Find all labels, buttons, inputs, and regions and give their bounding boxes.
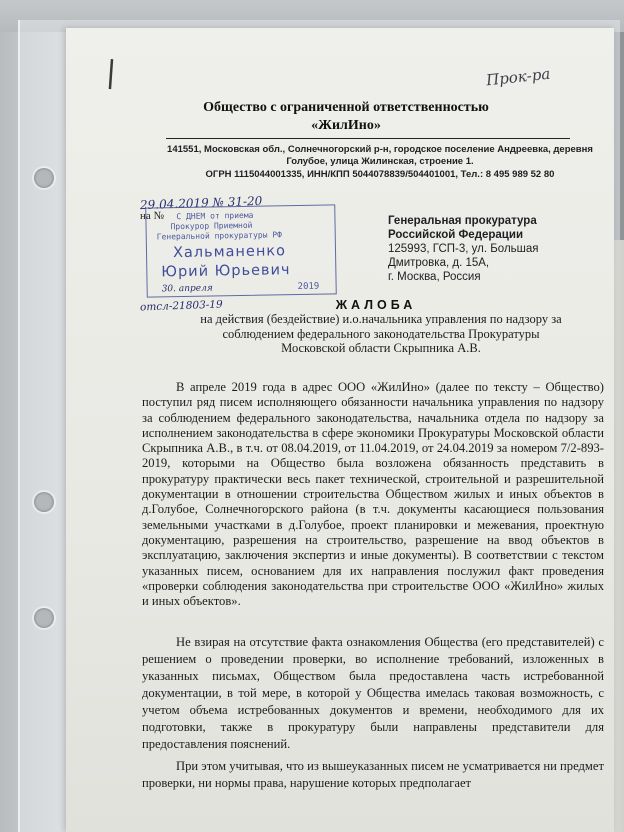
stamp-year: 2019	[297, 281, 320, 293]
org-name-line1: Общество с ограниченной ответственностью	[203, 100, 489, 115]
outgoing-date-number: 29.04.2019 № 31-20	[139, 193, 263, 213]
recipient-line1: Генеральная прокуратура	[388, 215, 537, 227]
recipient-line2: Российской Федерации	[388, 229, 524, 241]
document-title: ЖАЛОБА	[335, 298, 417, 312]
recipient-block	[388, 214, 598, 284]
org-address-line1: 141551, Московская обл., Солнечногорский р-н, городское поселение Андреевка, деревня	[167, 144, 593, 155]
recipient-line3: 125993, ГСП-3, ул. Большая	[388, 243, 539, 255]
body-paragraph-3: При этом учитывая, что из вышеуказанных писем не усматривается ни предмет проверки, ни нормы права, нарушение которых предполагает	[142, 759, 604, 790]
stamp-surname: Хальманенко	[172, 243, 287, 262]
recipient-line4: Дмитровка, д. 15А,	[388, 257, 490, 269]
org-address-line2: Голубое, улица Жилинская, строение 1.	[286, 156, 474, 167]
stamp-date: 30. апреля	[161, 283, 213, 295]
reference-number-label: на №	[140, 210, 165, 222]
letterhead-divider	[166, 138, 570, 139]
stamp-given-names: Юрий Юрьевич	[161, 262, 291, 281]
reception-stamp	[145, 204, 337, 297]
body-paragraph-1: В апреле 2019 года в адрес ООО «ЖилИно» (далее по тексту – Общество) поступил ряд писем исполняющего обязанности начальника управления по надзору за соблюдением федерального законодательства, начальника отдела по надзору за исполнением законодательства в сфере экономики Прокуратуры Московской области Скрыпника А.В., в т.ч. от 08.04.2019, от 11.04.2019, от 24.04.2019 за номером 7/2-893-2019, которыми на Общество была возложена обязанность представить в прокуратуру практически весь пакет технической, строительной и разрешительной документации в отношении строительства Обществом жилых и иных объектов в д.Голубое, Солнечногорского района (в т.ч. документы касающиеся пользования земельными участками в д.Голубое, проект планировки и межевания, проектную документацию, разрешения на строительство, разрешение на ввод объектов в эксплуатацию, заключения экспертиз и иные документы). В соответствии с текстом указанных писем, основанием для их направления послужил факт проведения «проверки соблюдения законодательства при строительстве ООО «ЖилИно» жилых и иных объектов».	[142, 380, 604, 609]
stamp-line3: Генеральной прокуратуры РФ	[156, 230, 283, 242]
document-page	[66, 28, 614, 832]
stamp-registration-number: отсл-21803-19	[139, 298, 223, 314]
punch-hole	[34, 608, 54, 628]
subtitle-line2: соблюдением федерального законодательства Прокуратуры	[222, 326, 540, 341]
pencil-mark: |	[104, 54, 118, 91]
handwritten-note: Прок-ра	[485, 64, 552, 90]
org-name-line2: «ЖилИно»	[311, 118, 381, 133]
subtitle-line3: Московской области Скрыпника А.В.	[281, 341, 481, 355]
stamp-header: С ДНЕМ от приема	[176, 210, 254, 222]
punch-hole	[34, 492, 54, 512]
stamp-line2: Прокурор Приемной	[170, 220, 253, 232]
recipient-line5: г. Москва, Россия	[388, 271, 481, 283]
body-paragraph-2: Не взирая на отсутствие факта ознакомления Общества (его представителей) с решением о проведении проверки, во исполнение требований, изложенных в указанных письмах, Обществом была предоставлена часть истребованной документации, в той мере, в которой у Общества имелась таковая возможность, с учетом объема истребованных документов и времени, необходимого для их подготовки, также в прокуратуру были направлены представители для предоставления пояснений.	[142, 635, 604, 751]
document-subtitle	[166, 312, 596, 356]
subtitle-line1: на действия (бездействие) и.о.начальника управления по надзору за	[200, 312, 562, 326]
org-registration-line: ОГРН 1115044001335, ИНН/КПП 5044078839/504401001, Тел.: 8 495 989 52 80	[205, 169, 555, 180]
punch-hole	[34, 168, 54, 188]
